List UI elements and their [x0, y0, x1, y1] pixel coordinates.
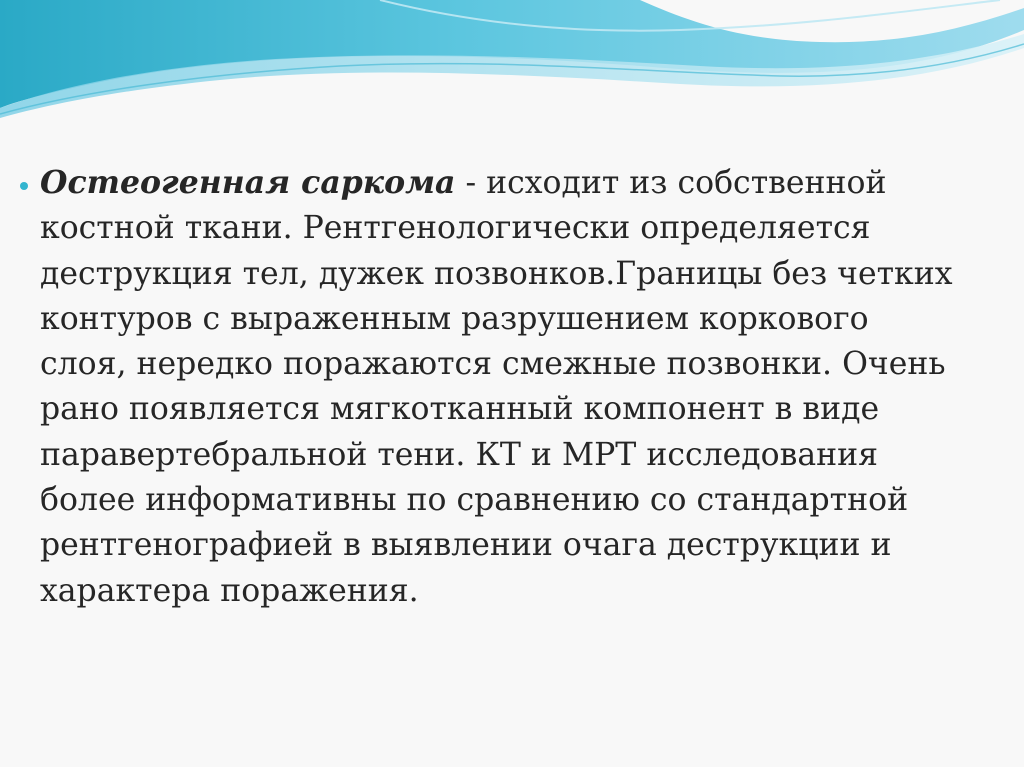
bullet-item [20, 160, 980, 614]
slide-content [20, 160, 980, 614]
bullet-text [40, 160, 960, 614]
term-heading: Остеогенная саркома [40, 164, 456, 201]
bullet-dot-icon [20, 182, 28, 190]
wave-decoration [0, 0, 1024, 130]
term-description: - исходит из собственной костной ткани. Рентгенологически определяется деструкция тел, дужек позвонков.Границы без четких контуров с выраженным разрушением коркового слоя, нередко поражаются смежные позвонки. Очень рано появляется мягкотканный компонент в виде паравертебральной тени. КТ и МРТ исследования более информативны по сравнению со стандартной рентгенографией в выявлении очага деструкции и характера поражения. [40, 165, 953, 609]
